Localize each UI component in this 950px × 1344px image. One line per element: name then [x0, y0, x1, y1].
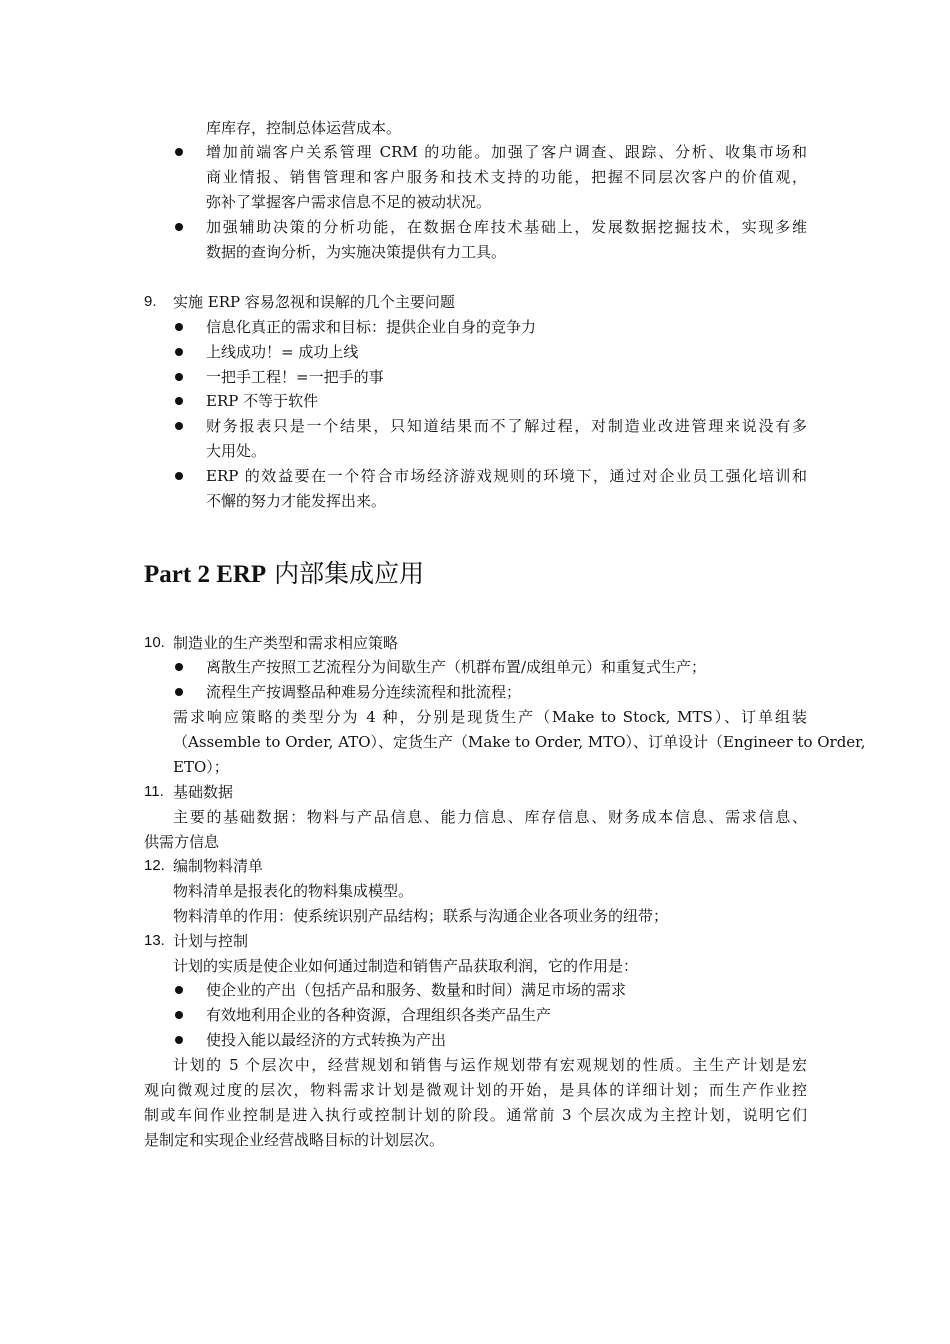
bullet-icon — [175, 148, 183, 156]
bullet-text: 信息化真正的需求和目标：提供企业自身的竞争力 — [206, 318, 537, 336]
paragraph-line: 主要的基础数据：物料与产品信息、能力信息、库存信息、财务成本信息、需求信息、 — [173, 808, 807, 826]
bullet-text: 财务报表只是一个结果，只知道结果而不了解过程，对制造业改进管理来说没有多 — [206, 417, 807, 435]
section-number: 11. — [144, 783, 164, 800]
paragraph-line: （Assemble to Order, ATO）、定货生产（Make to Order, MTO）、订单设计（Engineer to Order, — [173, 733, 866, 751]
section-title: 编制物料清单 — [173, 857, 264, 875]
paragraph-line: 计划的实质是使企业如何通过制造和销售产品获取利润，它的作用是： — [173, 957, 639, 975]
paragraph-line: 物料清单是报表化的物料集成模型。 — [173, 882, 414, 900]
bullet-text: ERP 不等于软件 — [206, 392, 319, 410]
part-heading — [144, 556, 424, 593]
bullet-icon — [175, 688, 183, 696]
paragraph-line: 制或车间作业控制是进入执行或控制计划的阶段。通常前 3 个层次成为主控计划，说明它们 — [144, 1106, 807, 1124]
bullet-icon — [175, 422, 183, 430]
bullet-text: 一把手工程！=一把手的事 — [206, 368, 384, 386]
section-title: 计划与控制 — [173, 932, 249, 950]
section-number: 13. — [144, 932, 165, 949]
section-number: 12. — [144, 857, 165, 874]
paragraph-line: 是制定和实现企业经营战略目标的计划层次。 — [144, 1131, 445, 1149]
bullet-icon — [175, 348, 183, 356]
bullet-icon — [175, 1011, 183, 1019]
bullet-text: 数据的查询分析，为实施决策提供有力工具。 — [206, 243, 507, 261]
paragraph-line: 供需方信息 — [144, 833, 220, 851]
bullet-icon — [175, 472, 183, 480]
bullet-text: 流程生产按调整品种难易分连续流程和批流程； — [206, 683, 522, 701]
paragraph-line: 观向微观过度的层次，物料需求计划是微观计划的开始，是具体的详细计划；而生产作业控 — [144, 1081, 807, 1099]
bullet-icon — [175, 1036, 183, 1044]
section-number: 10. — [144, 634, 165, 651]
bullet-icon — [175, 323, 183, 331]
part-heading-text: 内部集成应用 — [266, 559, 425, 588]
section-title: 实施 ERP 容易忽视和误解的几个主要问题 — [173, 293, 455, 311]
bullet-text: 上线成功！= 成功上线 — [206, 343, 359, 361]
bullet-text: 有效地利用企业的各种资源，合理组织各类产品生产 — [206, 1006, 552, 1024]
bullet-icon — [175, 223, 183, 231]
bullet-text: ERP 的效益要在一个符合市场经济游戏规则的环境下，通过对企业员工强化培训和 — [206, 467, 807, 485]
paragraph-line: 需求响应策略的类型分为 4 种，分别是现货生产（Make to Stock, MTS）、订单组装 — [173, 708, 807, 726]
bullet-icon — [175, 986, 183, 994]
part-heading-bold: Part 2 ERP — [144, 561, 267, 588]
bullet-icon — [175, 663, 183, 671]
bullet-text: 离散生产按照工艺流程分为间歇生产（机群布置/成组单元）和重复式生产； — [206, 658, 707, 676]
bullet-text: 使投入能以最经济的方式转换为产出 — [206, 1031, 447, 1049]
bullet-text: 大用处。 — [206, 442, 267, 460]
bullet-text: 商业情报、销售管理和客户服务和技术支持的功能，把握不同层次客户的价值观， — [206, 168, 807, 186]
bullet-text: 加强辅助决策的分析功能，在数据仓库技术基础上，发展数据挖掘技术，实现多维 — [206, 218, 807, 236]
section-number: 9. — [144, 293, 157, 310]
bullet-icon — [175, 397, 183, 405]
section-title: 基础数据 — [173, 783, 234, 801]
paragraph-line: ETO）； — [173, 758, 229, 776]
bullet-text: 增加前端客户关系管理 CRM 的功能。加强了客户调查、跟踪、分析、收集市场和 — [206, 143, 807, 161]
bullet-text: 不懈的努力才能发挥出来。 — [206, 492, 387, 510]
paragraph-line: 物料清单的作用：使系统识别产品结构；联系与沟通企业各项业务的纽带； — [173, 907, 669, 925]
paragraph-line: 计划的 5 个层次中，经营规划和销售与运作规划带有宏观规划的性质。主生产计划是宏 — [173, 1056, 807, 1074]
bullet-text: 弥补了掌握客户需求信息不足的被动状况。 — [206, 193, 492, 211]
bullet-icon — [175, 373, 183, 381]
paragraph-line: 库库存，控制总体运营成本。 — [206, 119, 402, 137]
section-title: 制造业的生产类型和需求相应策略 — [173, 634, 399, 652]
bullet-text: 使企业的产出（包括产品和服务、数量和时间）满足市场的需求 — [206, 981, 627, 999]
